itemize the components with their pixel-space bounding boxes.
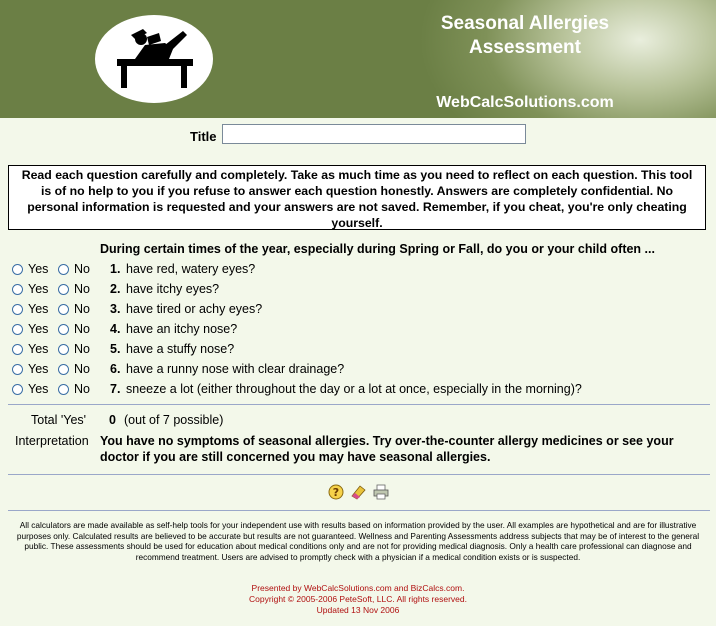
no-label[interactable]: No xyxy=(74,282,90,296)
yes-radio[interactable] xyxy=(12,284,23,295)
footer-copyright: Copyright © 2005-2006 PeteSoft, LLC. All rights reserved. xyxy=(249,594,467,604)
yes-radio[interactable] xyxy=(12,384,23,395)
question-number: 6. xyxy=(110,362,121,376)
help-icon[interactable] xyxy=(328,484,344,500)
logo xyxy=(95,15,213,103)
footer-updated: Updated 13 Nov 2006 xyxy=(316,605,400,615)
total-yes-label: Total 'Yes' xyxy=(31,413,87,427)
no-label[interactable]: No xyxy=(74,322,90,336)
total-yes-note: (out of 7 possible) xyxy=(124,413,224,427)
instructions-box: Read each question carefully and completely. Take as much time as you need to reflect on each question. This tool is of no help to you if you refuse to answer each question honestly. Answers are completely confidential. No personal information is requested and your answers are not saved. Remember, if you cheat, you're only cheating yourself. xyxy=(8,165,706,230)
yes-label[interactable]: Yes xyxy=(28,342,49,356)
yes-label[interactable]: Yes xyxy=(28,302,49,316)
title-label: Title xyxy=(190,129,217,144)
title-input[interactable] xyxy=(222,124,526,144)
footer-presented-by: Presented by WebCalcSolutions.com and BizCalcs.com. xyxy=(251,583,465,593)
question-number: 3. xyxy=(110,302,121,316)
person-reading-at-desk-icon xyxy=(95,15,213,103)
yes-radio[interactable] xyxy=(12,264,23,275)
no-radio[interactable] xyxy=(58,364,69,375)
yes-label[interactable]: Yes xyxy=(28,362,49,376)
question-row xyxy=(0,381,716,401)
question-number: 2. xyxy=(110,282,121,296)
question-text: have a runny nose with clear drainage? xyxy=(126,362,345,376)
question-number: 4. xyxy=(110,322,121,336)
yes-label[interactable]: Yes xyxy=(28,382,49,396)
site-name: WebCalcSolutions.com xyxy=(436,94,614,111)
divider xyxy=(8,404,710,405)
divider xyxy=(8,474,710,475)
yes-radio[interactable] xyxy=(12,364,23,375)
question-row xyxy=(0,361,716,381)
yes-radio[interactable] xyxy=(12,344,23,355)
question-row xyxy=(0,281,716,301)
question-row xyxy=(0,261,716,281)
title-line-1: Seasonal Allergies xyxy=(440,13,610,34)
no-label[interactable]: No xyxy=(74,262,90,276)
divider xyxy=(8,510,710,511)
no-label[interactable]: No xyxy=(74,342,90,356)
title-line-2: Assessment xyxy=(469,37,581,58)
footer xyxy=(0,583,716,616)
interpretation-text: You have no symptoms of seasonal allergies. Try over-the-counter allergy medicines or see your doctor if you are still concerned you may have seasonal allergies. xyxy=(100,434,674,464)
question-text: have a stuffy nose? xyxy=(126,342,235,356)
yes-radio[interactable] xyxy=(12,304,23,315)
question-number: 1. xyxy=(110,262,121,276)
no-label[interactable]: No xyxy=(74,362,90,376)
no-radio[interactable] xyxy=(58,344,69,355)
questions-header: During certain times of the year, especially during Spring or Fall, do you or your child often ... xyxy=(100,242,655,256)
question-text: have tired or achy eyes? xyxy=(126,302,263,316)
interpretation-label: Interpretation xyxy=(15,434,89,448)
total-yes-value: 0 xyxy=(109,413,116,427)
yes-label[interactable]: Yes xyxy=(28,322,49,336)
toolbar xyxy=(0,484,716,502)
question-text: have red, watery eyes? xyxy=(126,262,256,276)
no-radio[interactable] xyxy=(58,264,69,275)
yes-label[interactable]: Yes xyxy=(28,262,49,276)
no-label[interactable]: No xyxy=(74,382,90,396)
question-row xyxy=(0,341,716,361)
no-radio[interactable] xyxy=(58,304,69,315)
question-row xyxy=(0,301,716,321)
print-icon[interactable] xyxy=(373,484,389,500)
question-number: 5. xyxy=(110,342,121,356)
question-row xyxy=(0,321,716,341)
eraser-icon[interactable] xyxy=(350,484,366,500)
no-radio[interactable] xyxy=(58,384,69,395)
yes-label[interactable]: Yes xyxy=(28,282,49,296)
header-banner xyxy=(0,0,716,118)
question-text: have an itchy nose? xyxy=(126,322,238,336)
question-number: 7. xyxy=(110,382,121,396)
title-row xyxy=(0,124,716,148)
svg-text:?: ? xyxy=(332,486,340,499)
question-text: have itchy eyes? xyxy=(126,282,220,296)
page-title xyxy=(400,12,650,60)
no-radio[interactable] xyxy=(58,324,69,335)
yes-radio[interactable] xyxy=(12,324,23,335)
no-radio[interactable] xyxy=(58,284,69,295)
question-text: sneeze a lot (either throughout the day or a lot at once, especially in the morning)? xyxy=(126,382,582,396)
disclaimer-text: All calculators are made available as self-help tools for your independent use with results based on information provided by the user. All examples are hypothetical and are for illustrative purposes only. Calculated results are believed to be accurate but results are not guaranteed. Wellness and Parenting Assessments address subjects that may be of interest to the general public. These assessments should be used for education about medical conditions only and are not for providing medical diagnosis. Only a health care professional can diagnose and recommend treatment. Users are advised to promptly check with a physician if a medical condition exists or is suspected. xyxy=(16,520,700,562)
no-label[interactable]: No xyxy=(74,302,90,316)
